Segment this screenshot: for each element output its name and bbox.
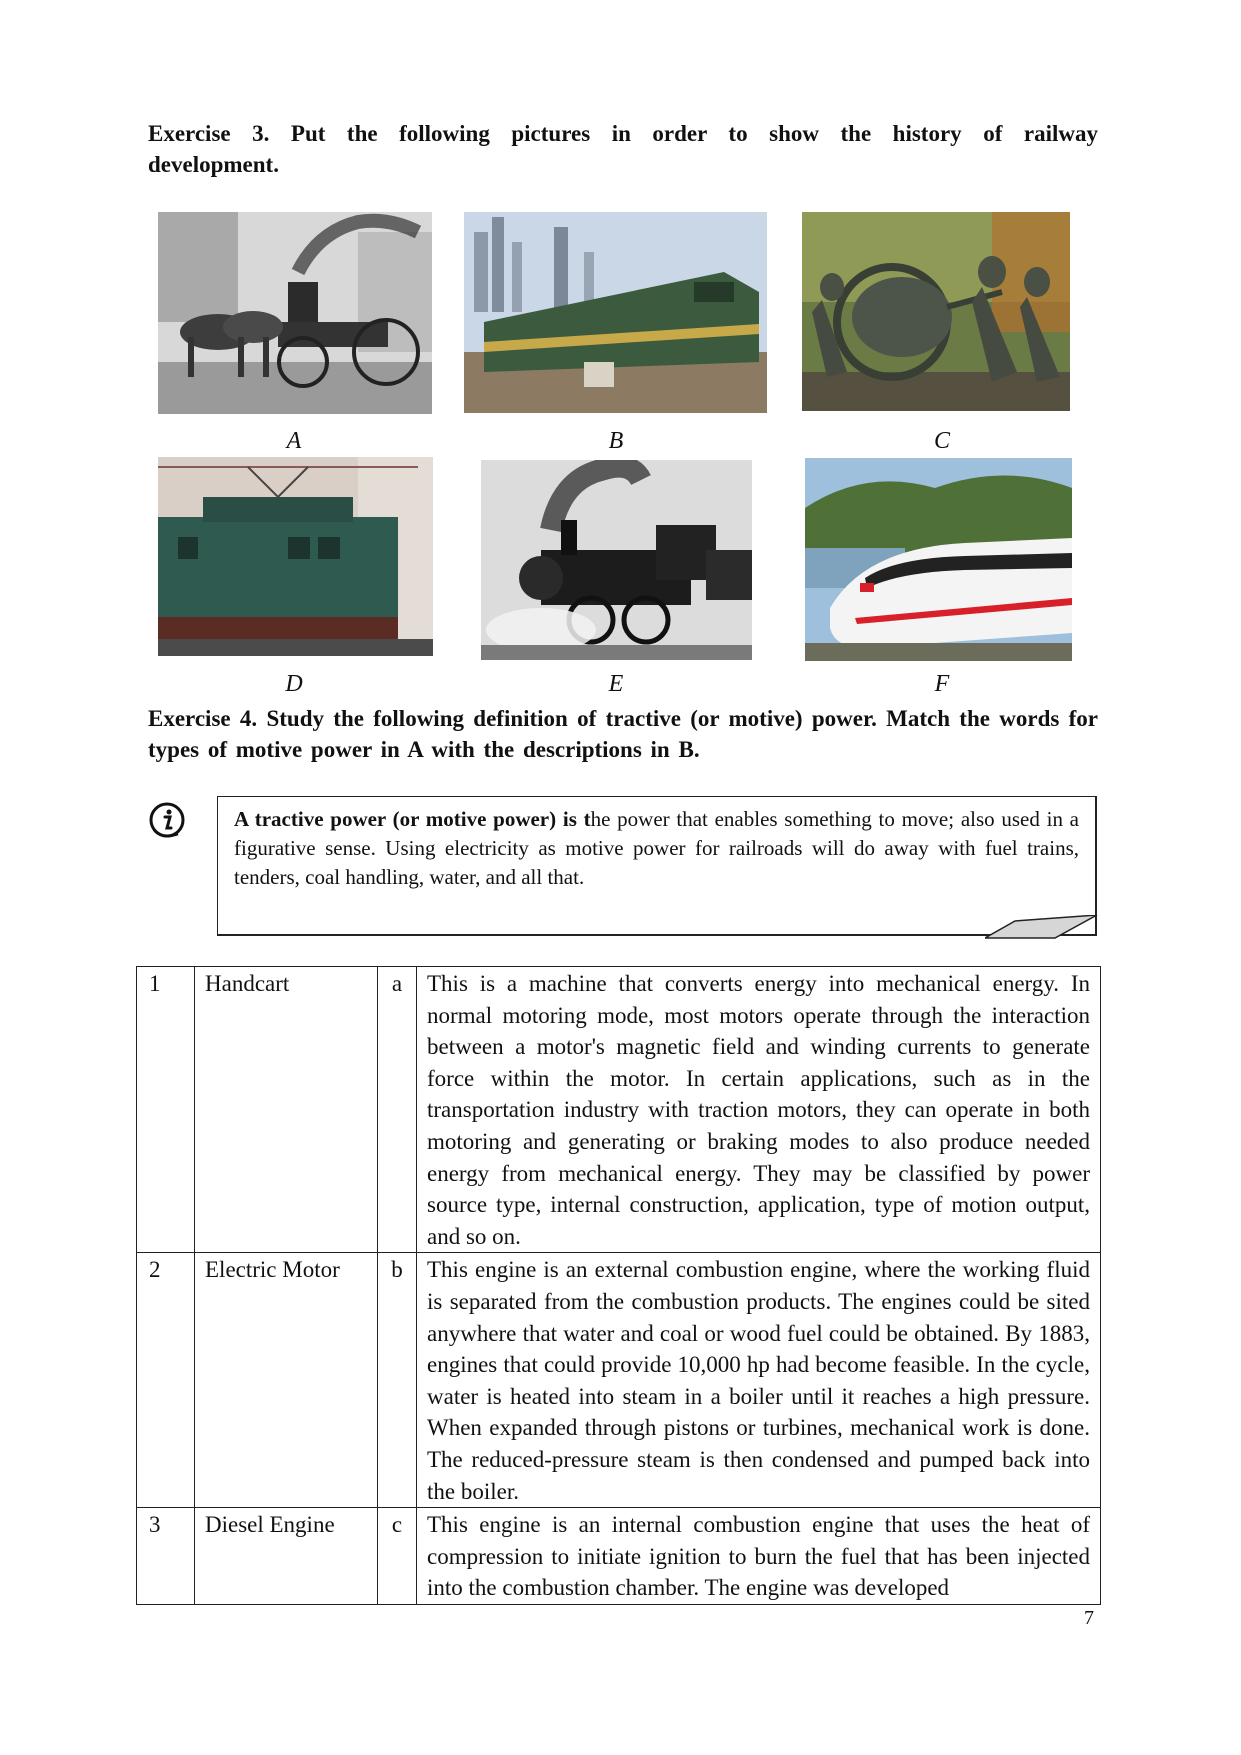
picture-label-b: B (608, 428, 624, 454)
picture-c-handcart-statue (802, 212, 1070, 411)
exercise-3-heading: Exercise 3. Put the following pictures in order to show the history of railway development. (148, 121, 1098, 177)
row-letter: c (378, 1508, 417, 1605)
table-row (137, 1508, 1101, 1605)
row-term: Diesel Engine (195, 1508, 378, 1605)
picture-b-diesel-locomotives (464, 212, 767, 413)
definition-text: he power that enables something to move; also used in a figurative sense. Using electricity as motive power for railroads will do away with fuel trains, tenders, coal handling, water, and all that. (234, 807, 1079, 889)
row-description: This is a machine that converts energy into mechanical energy. In normal motoring mode, most motors operate through the interaction between a motor's magnetic field and winding currents to generate force within the motor. In certain applications, such as in the transportation industry with traction motors, they can operate in both motoring and generating or braking modes to also produce needed energy from mechanical energy. They may be classified by power source type, internal construction, application, type of motion output, and so on. (417, 967, 1101, 1253)
row-letter: a (378, 967, 417, 1253)
picture-f-high-speed-train (805, 458, 1072, 661)
page-curl-decoration (985, 915, 1099, 939)
picture-d-electric-locomotive (158, 457, 433, 656)
exercise-4-heading: Exercise 4. Study the following definition of tractive (or motive) power. Match the words for types of motive power in A with the descriptions in B. (148, 706, 1098, 762)
picture-label-f: F (934, 671, 950, 697)
picture-label-e: E (608, 671, 624, 697)
picture-e-steam-locomotive (481, 460, 752, 660)
page-number: 7 (1084, 1607, 1094, 1629)
row-term: Electric Motor (195, 1253, 378, 1508)
row-number: 3 (137, 1508, 195, 1605)
picture-a-horse-drawn-steam-engine (158, 212, 432, 414)
row-number: 2 (137, 1253, 195, 1508)
row-description: This engine is an internal combustion engine that uses the heat of compression to initiate ignition to burn the fuel that has been injected into the combustion chamber. The engine was developed (417, 1508, 1101, 1605)
definition-lead: A tractive power (or motive power) is t (234, 807, 591, 831)
info-icon (148, 800, 188, 840)
table-row (137, 1253, 1101, 1508)
picture-label-a: A (286, 428, 302, 454)
matching-table (136, 966, 1101, 1605)
row-term: Handcart (195, 967, 378, 1253)
definition-box (217, 796, 1097, 936)
picture-label-c: C (933, 428, 950, 454)
row-description: This engine is an external combustion engine, where the working fluid is separated from the combustion products. The engines could be sited anywhere that water and coal or wood fuel could be obtained. By 1883, engines that could provide 10,000 hp had become feasible. In the cycle, water is heated into steam in a boiler until it reaches a high pressure. When expanded through pistons or turbines, mechanical work is done. The reduced-pressure steam is then condensed and pumped back into the boiler. (417, 1253, 1101, 1508)
picture-label-d: D (285, 671, 303, 697)
row-number: 1 (137, 967, 195, 1253)
table-row (137, 967, 1101, 1253)
row-letter: b (378, 1253, 417, 1508)
